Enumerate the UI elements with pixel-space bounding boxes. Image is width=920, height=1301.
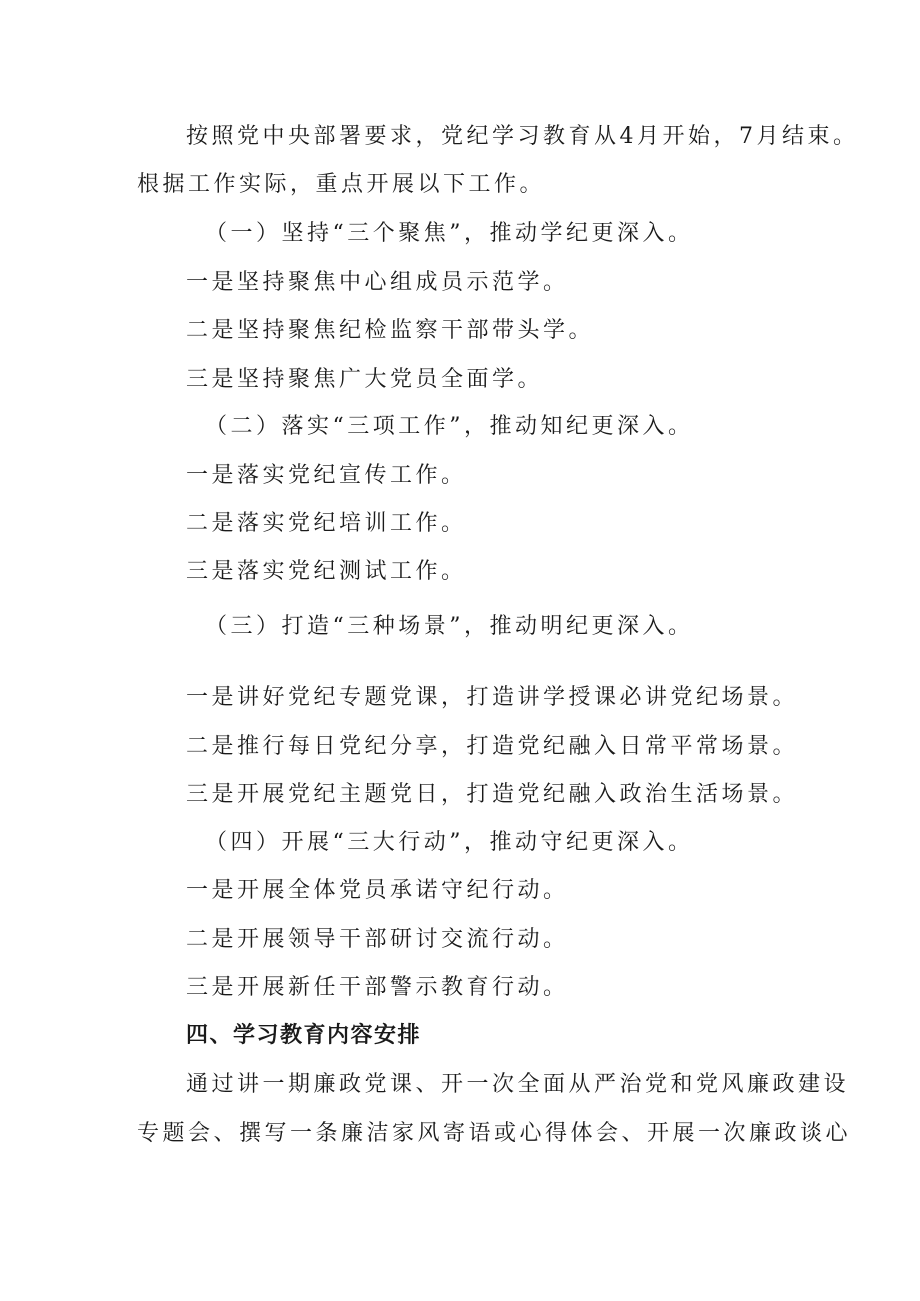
- section-heading-2: （二）落实“三项工作”，推动知纪更深入。: [205, 414, 694, 439]
- list-item: 三是落实党纪测试工作。: [186, 559, 467, 584]
- list-item: 二是开展领导干部研讨交流行动。: [186, 927, 569, 952]
- list-item: 三是开展党纪主题党日，打造党纪融入政治生活场景。: [186, 782, 799, 807]
- list-item: 一是开展全体党员承诺守纪行动。: [186, 878, 569, 903]
- body-paragraph-line-1: 通过讲一期廉政党课、开一次全面从严治党和党风廉政建设: [186, 1072, 850, 1097]
- chapter-heading: 四、学习教育内容安排: [186, 1023, 422, 1048]
- list-item: 一是落实党纪宣传工作。: [186, 463, 467, 488]
- list-item: 一是坚持聚焦中心组成员示范学。: [186, 270, 569, 295]
- intro-paragraph-line-1: 按照党中央部署要求，党纪学习教育从4月开始，7月结束。: [186, 124, 859, 149]
- list-item: 二是推行每日党纪分享，打造党纪融入日常平常场景。: [186, 734, 799, 759]
- section-heading-3: （三）打造“三种场景”，推动明纪更深入。: [205, 614, 694, 639]
- body-paragraph-line-2: 专题会、撰写一条廉洁家风寄语或心得体会、开展一次廉政谈心: [137, 1121, 852, 1146]
- list-item: 二是落实党纪培训工作。: [186, 511, 467, 536]
- section-heading-4: （四）开展“三大行动”，推动守纪更深入。: [205, 830, 694, 855]
- list-item: 二是坚持聚焦纪检监察干部带头学。: [186, 318, 595, 343]
- section-heading-1: （一）坚持“三个聚焦”，推动学纪更深入。: [205, 221, 694, 246]
- list-item: 三是开展新任干部警示教育行动。: [186, 975, 569, 1000]
- list-item: 三是坚持聚焦广大党员全面学。: [186, 367, 544, 392]
- list-item: 一是讲好党纪专题党课，打造讲学授课必讲党纪场景。: [186, 685, 799, 710]
- intro-paragraph-line-2: 根据工作实际，重点开展以下工作。: [137, 172, 546, 197]
